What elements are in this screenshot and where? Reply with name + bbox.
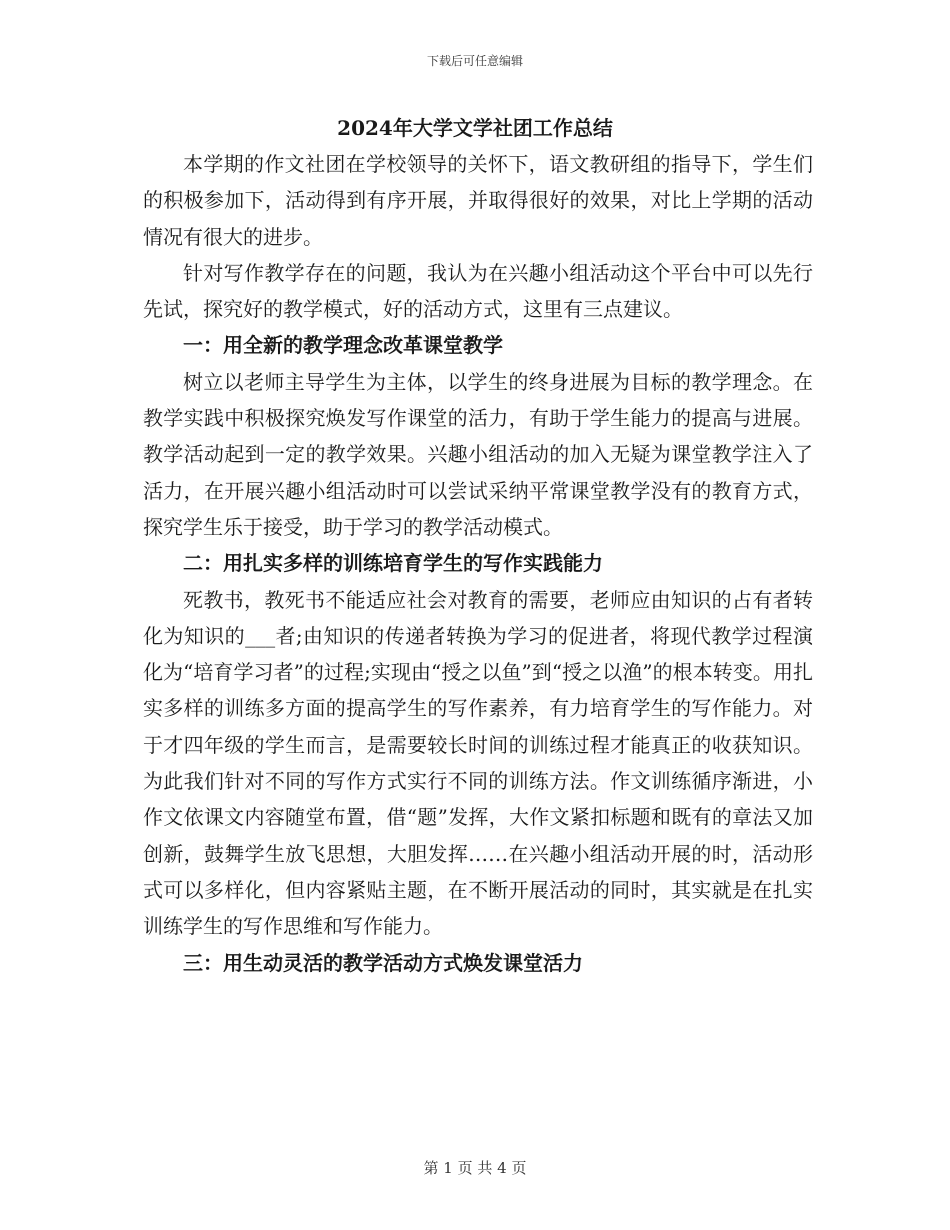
section-body-1: 树立以老师主导学生为主体，以学生的终身进展为目标的教学理念。在教学实践中积极探究焕发写作课堂的活力，有助于学生能力的提高与进展。教学活动起到一定的教学效果。兴趣小组活动的加入无疑为课堂教学注入了活力，在开展兴趣小组活动时可以尝试采纳平常课堂教学没有的教育方式，探究学生乐于接受，助于学习的教学活动模式。 [143, 369, 813, 539]
section-heading-3: 三：用生动灵活的教学活动方式焕发课堂活力 [183, 950, 583, 975]
header-note: 下载后可任意编辑 [426, 54, 523, 68]
section-heading-1: 一：用全新的教学理念改革课堂教学 [183, 333, 503, 358]
document-body [143, 146, 813, 981]
page-number-footer: 第 1 页 共 4 页 [423, 1159, 527, 1177]
intro-paragraph: 本学期的作文社团在学校领导的关怀下，语文教研组的指导下，学生们的积极参加下，活动得到有序开展，并取得很好的效果，对比上学期的活动情况有很大的进步。 [143, 152, 813, 249]
section-heading-2: 二：用扎实多样的训练培育学生的写作实践能力 [183, 551, 603, 576]
section-body-2: 死教书，教死书不能适应社会对教育的需要，老师应由知识的占有者转化为知识的___者;由知识的传递者转换为学习的促进者，将现代教学过程演化为“培育学习者”的过程;实现由“授之以鱼”到“授之以渔”的根本转变。用扎实多样的训练多方面的提高学生的写作素养，有力培育学生的写作能力。对于才四年级的学生而言，是需要较长时间的训练过程才能真正的收获知识。为此我们针对不同的写作方式实行不同的训练方法。作文训练循序渐进，小作文依课文内容随堂布置，借“题”发挥，大作文紧扣标题和既有的章法又加创新，鼓舞学生放飞思想，大胆发挥……在兴趣小组活动开展的时，活动形式可以多样化，但内容紧贴主题，在不断开展活动的同时，其实就是在扎实训练学生的写作思维和写作能力。 [143, 587, 813, 939]
proposal-paragraph: 针对写作教学存在的问题，我认为在兴趣小组活动这个平台中可以先行先试，探究好的教学模式，好的活动方式，这里有三点建议。 [143, 260, 813, 322]
document-title: 2024年大学文学社团工作总结 [337, 116, 613, 140]
